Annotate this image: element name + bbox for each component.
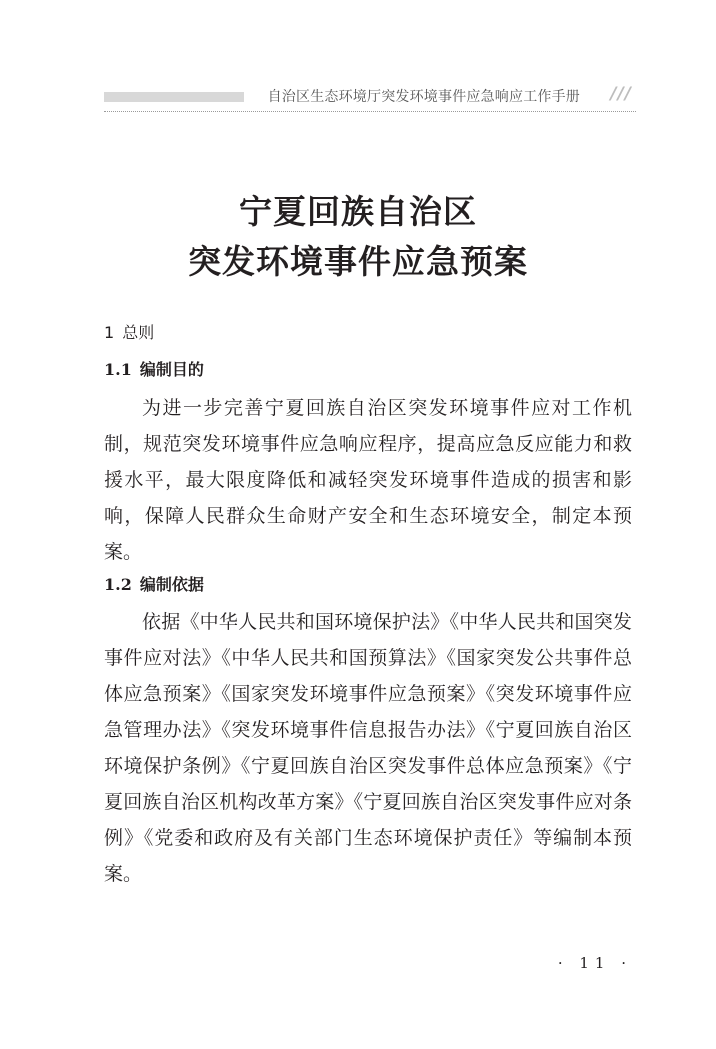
subsection-title: 编制依据 <box>139 575 204 594</box>
running-header <box>104 82 636 112</box>
subsection-number: 1.2 <box>104 575 132 594</box>
paragraph-purpose-text: 为进一步完善宁夏回族自治区突发环境事件应对工作机制，规范突发环境事件应急响应程序，提高应急反应能力和救援水平，最大限度降低和减轻突发环境事件造成的损害和影响，保障人民群众生命财产安全和生态环境安全，制定本预案。 <box>104 397 632 563</box>
paragraph-basis-text: 依据《中华人民共和国环境保护法》《中华人民共和国突发事件应对法》《中华人民共和国预算法》《国家突发公共事件总体应急预案》《国家突发环境事件应急预案》《突发环境事件应急管理办法》《突发环境事件信息报告办法》《宁夏回族自治区环境保护条例》《宁夏回族自治区突发事件总体应急预案》《宁夏回族自治区机构改革方案》《宁夏回族自治区突发事件应对条例》《党委和政府及有关部门生态环境保护责任》等编制本预案。 <box>104 611 632 885</box>
header-dotted-rule <box>104 111 636 112</box>
document-title-line-2: 突发环境事件应急预案 <box>188 242 528 281</box>
section-number: 1 <box>104 323 115 342</box>
section-title: 总则 <box>122 323 155 342</box>
running-header-title: 自治区生态环境厅突发环境事件应急响应工作手册 <box>267 89 580 105</box>
page-number: · 11 · <box>557 954 632 972</box>
section-heading-general <box>104 320 154 343</box>
subsection-number: 1.1 <box>104 360 132 379</box>
header-slash-decoration: /// <box>610 84 632 104</box>
paragraph-basis <box>104 604 632 892</box>
subsection-title: 编制目的 <box>139 360 204 379</box>
header-decorative-bar <box>104 92 244 102</box>
document-title-line-1: 宁夏回族自治区 <box>239 192 477 231</box>
paragraph-purpose <box>104 390 632 570</box>
subsection-heading-basis <box>104 572 204 595</box>
subsection-heading-purpose <box>104 357 204 380</box>
